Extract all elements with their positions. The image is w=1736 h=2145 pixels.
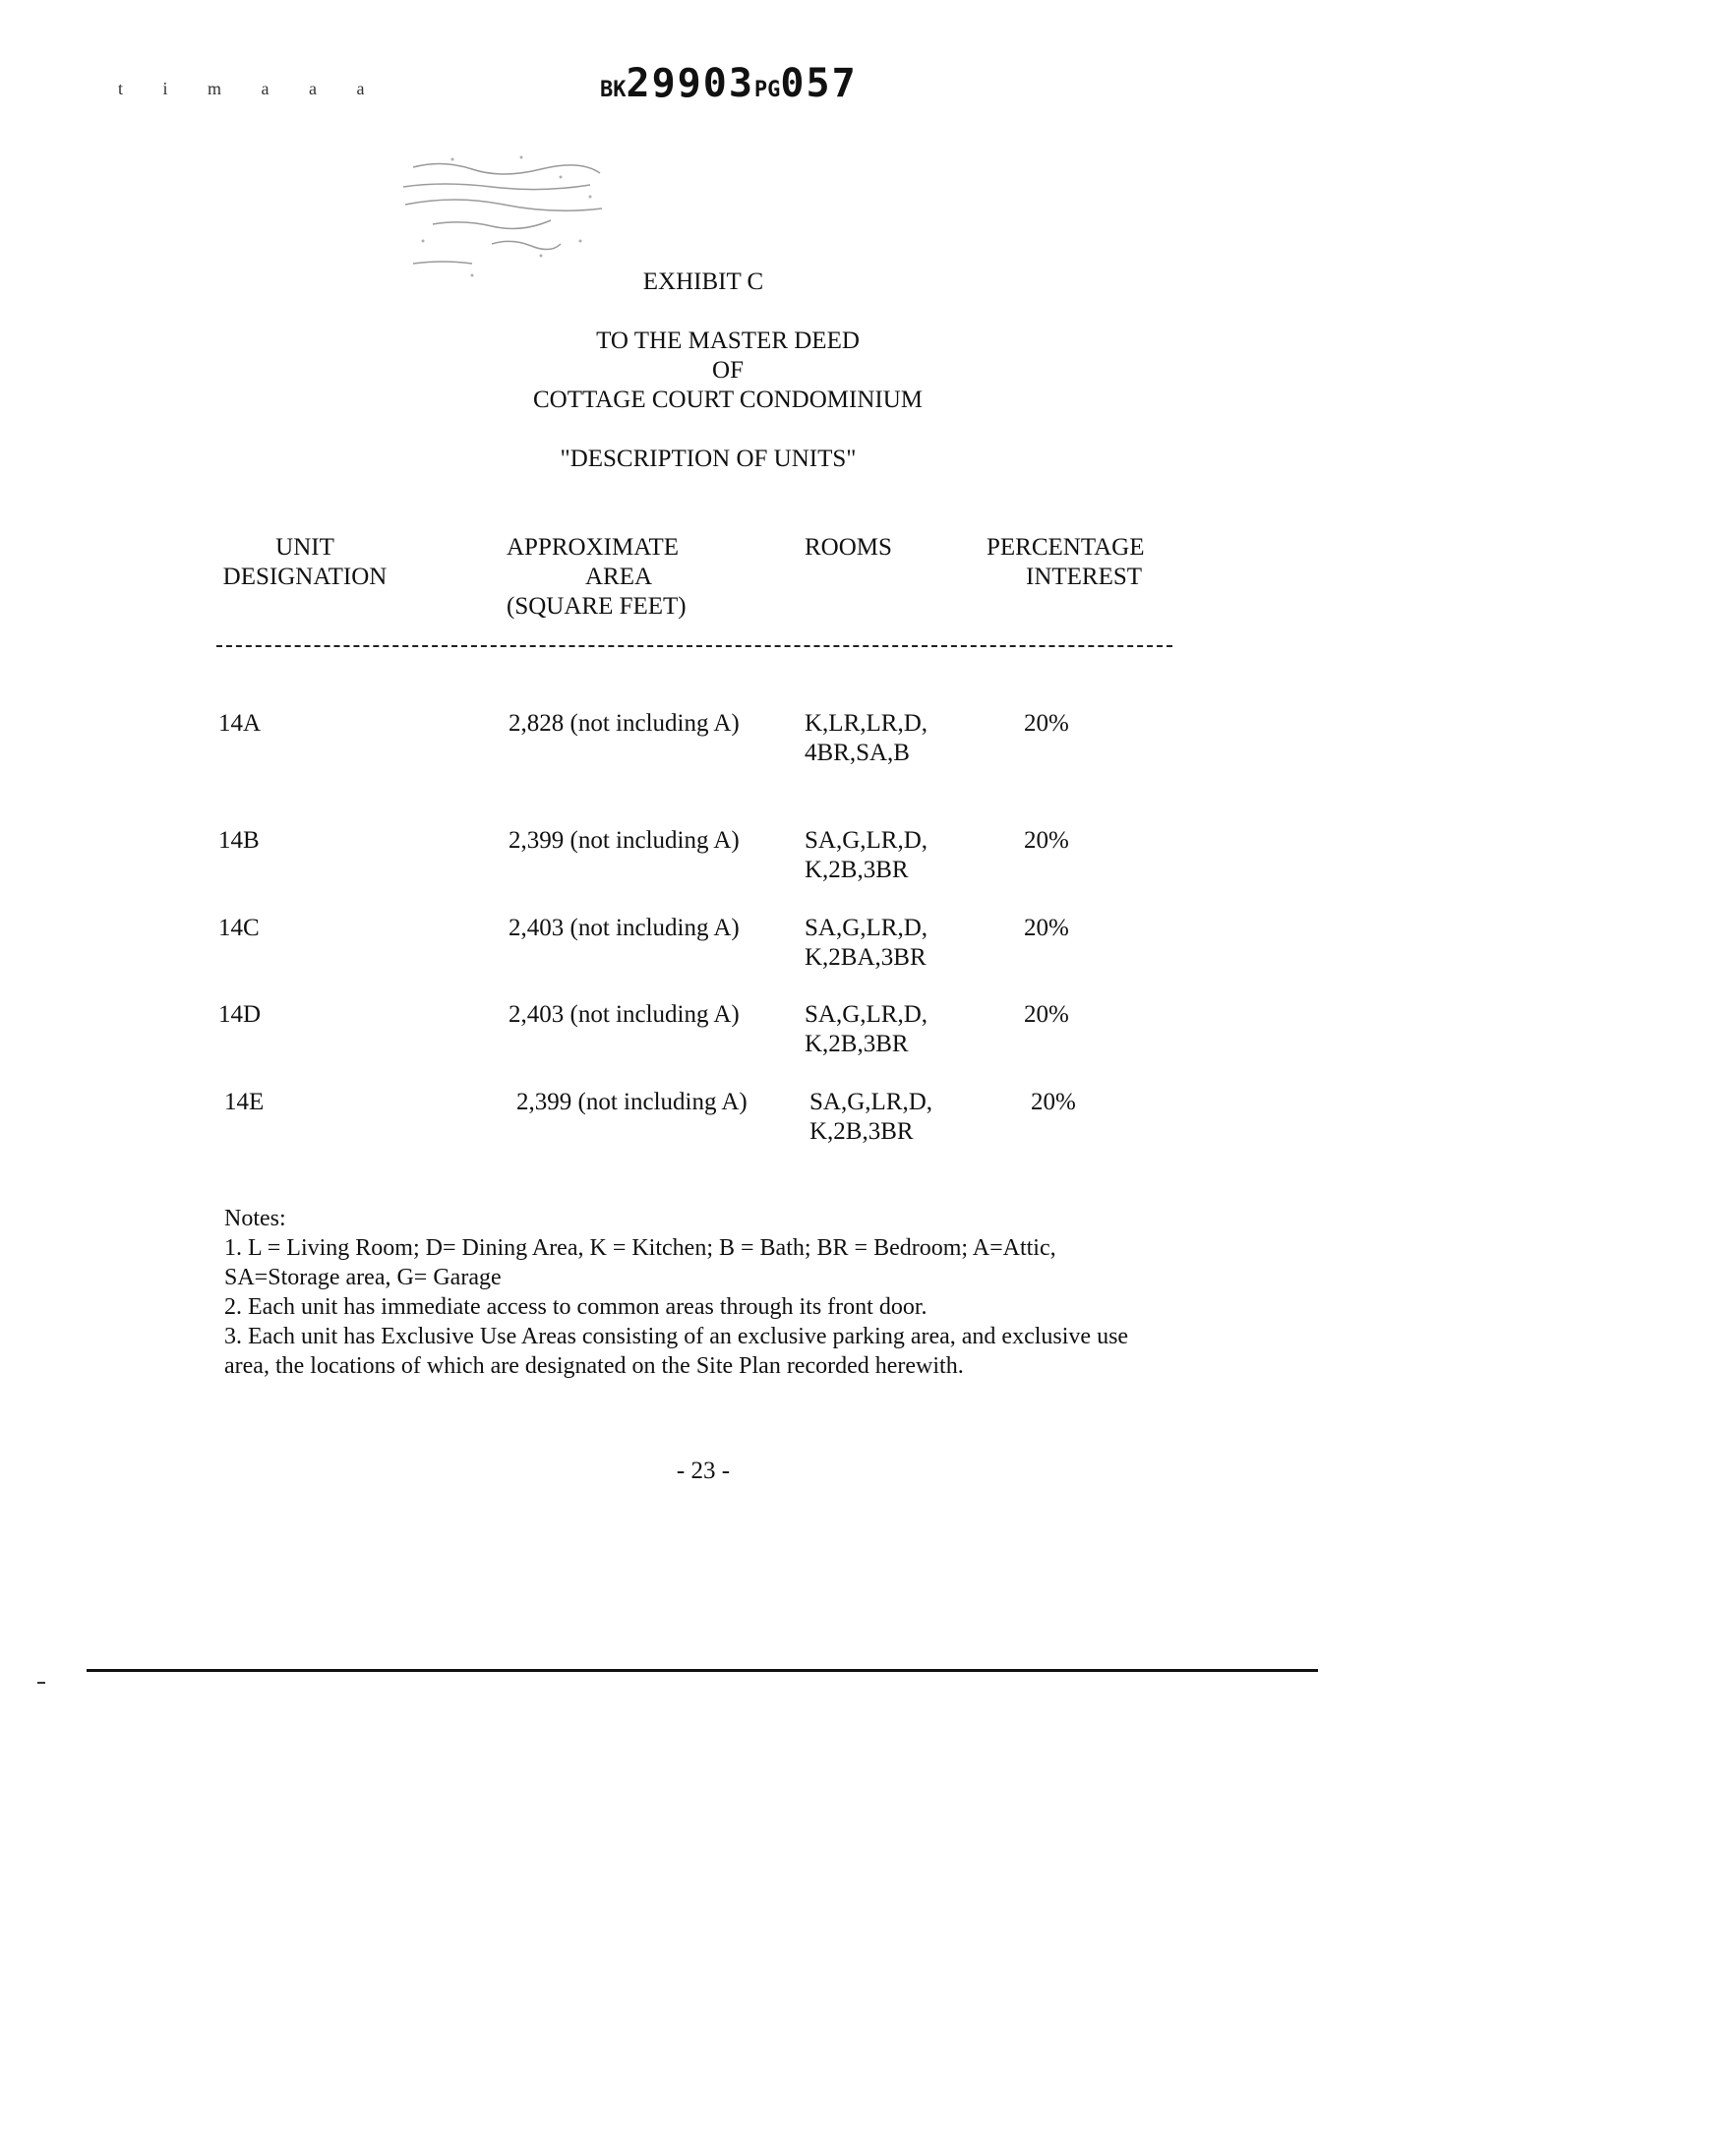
column-header-area bbox=[507, 533, 743, 622]
book-number: 29903 bbox=[626, 61, 754, 106]
unit-cell: 14D bbox=[218, 1001, 262, 1028]
rooms-line-1: SA,G,LR,D, bbox=[805, 827, 928, 854]
note-3-line-2: area, the locations of which are designated on the Site Plan recorded herewith. bbox=[224, 1353, 964, 1379]
book-page-stamp bbox=[600, 61, 858, 106]
rooms-cell bbox=[809, 1088, 932, 1147]
percentage-cell: 20% bbox=[1024, 915, 1069, 941]
unit-header-line-2: DESIGNATION bbox=[222, 564, 388, 590]
page-prefix: PG bbox=[753, 78, 781, 102]
percentage-cell: 20% bbox=[1024, 1001, 1069, 1028]
book-prefix: BK bbox=[600, 78, 627, 102]
unit-cell: 14A bbox=[218, 710, 262, 737]
rooms-line-1: SA,G,LR,D, bbox=[805, 915, 928, 941]
percentage-cell: 20% bbox=[1024, 710, 1069, 737]
column-header-percentage bbox=[987, 533, 1183, 592]
faded-registry-stamp bbox=[393, 148, 620, 285]
rooms-cell bbox=[805, 1000, 928, 1059]
rooms-line-2: 4BR,SA,B bbox=[805, 740, 910, 766]
area-header-line-3: (SQUARE FEET) bbox=[507, 593, 687, 620]
rooms-line-2: K,2B,3BR bbox=[805, 1031, 909, 1057]
table-row bbox=[0, 709, 1736, 778]
rooms-cell bbox=[805, 826, 928, 885]
unit-header-line-1: UNIT bbox=[275, 534, 334, 561]
notes-heading: Notes: bbox=[224, 1206, 286, 1231]
percentage-cell: 20% bbox=[1031, 1089, 1076, 1115]
area-header-line-1: APPROXIMATE bbox=[507, 534, 680, 561]
title-line-2: OF bbox=[712, 357, 744, 384]
percentage-header-line-2: INTEREST bbox=[1026, 564, 1143, 590]
unit-cell: 14E bbox=[224, 1089, 265, 1115]
page-number: - 23 - bbox=[676, 1458, 731, 1484]
note-1-line-2: SA=Storage area, G= Garage bbox=[224, 1265, 502, 1290]
scan-artifact-marks: t i m a a a bbox=[118, 79, 383, 98]
unit-cell: 14B bbox=[218, 827, 260, 854]
column-header-rooms: ROOMS bbox=[805, 534, 892, 561]
title-line-3: COTTAGE COURT CONDOMINIUM bbox=[532, 387, 924, 413]
rooms-line-1: SA,G,LR,D, bbox=[809, 1089, 933, 1115]
column-header-unit bbox=[221, 533, 389, 592]
rooms-line-2: K,2B,3BR bbox=[809, 1118, 914, 1145]
table-row bbox=[0, 914, 1736, 983]
rooms-cell bbox=[805, 709, 928, 768]
rooms-line-2: K,2B,3BR bbox=[805, 857, 909, 883]
page-number-stamp: 057 bbox=[780, 61, 858, 106]
area-cell: 2,403 (not including A) bbox=[509, 1001, 740, 1028]
area-cell: 2,828 (not including A) bbox=[509, 710, 740, 737]
dashed-divider bbox=[216, 645, 1172, 647]
exhibit-title: EXHIBIT C bbox=[642, 268, 764, 295]
rooms-line-1: SA,G,LR,D, bbox=[805, 1001, 928, 1028]
unit-cell: 14C bbox=[218, 915, 260, 941]
margin-tick-mark bbox=[37, 1682, 45, 1684]
area-cell: 2,399 (not including A) bbox=[516, 1089, 748, 1115]
area-header-line-2: AREA bbox=[585, 564, 653, 590]
rooms-cell bbox=[805, 914, 928, 973]
bottom-horizontal-rule bbox=[87, 1669, 1318, 1672]
table-row bbox=[0, 1000, 1736, 1069]
table-row bbox=[0, 1088, 1736, 1157]
note-3-line-1: 3. Each unit has Exclusive Use Areas consisting of an exclusive parking area, and exclusive use bbox=[224, 1324, 1129, 1349]
title-line-1: TO THE MASTER DEED bbox=[596, 328, 860, 354]
rooms-line-2: K,2BA,3BR bbox=[805, 944, 927, 971]
area-cell: 2,403 (not including A) bbox=[509, 915, 740, 941]
document-subtitle: "DESCRIPTION OF UNITS" bbox=[560, 446, 857, 472]
notes-section bbox=[224, 1204, 1183, 1381]
table-row bbox=[0, 826, 1736, 895]
percentage-cell: 20% bbox=[1024, 827, 1069, 854]
area-cell: 2,399 (not including A) bbox=[509, 827, 740, 854]
note-1-line-1: 1. L = Living Room; D= Dining Area, K = Kitchen; B = Bath; BR = Bedroom; A=Attic, bbox=[224, 1235, 1056, 1261]
note-2: 2. Each unit has immediate access to common areas through its front door. bbox=[224, 1294, 928, 1320]
percentage-header-line-1: PERCENTAGE bbox=[987, 534, 1145, 561]
rooms-line-1: K,LR,LR,D, bbox=[805, 710, 928, 737]
